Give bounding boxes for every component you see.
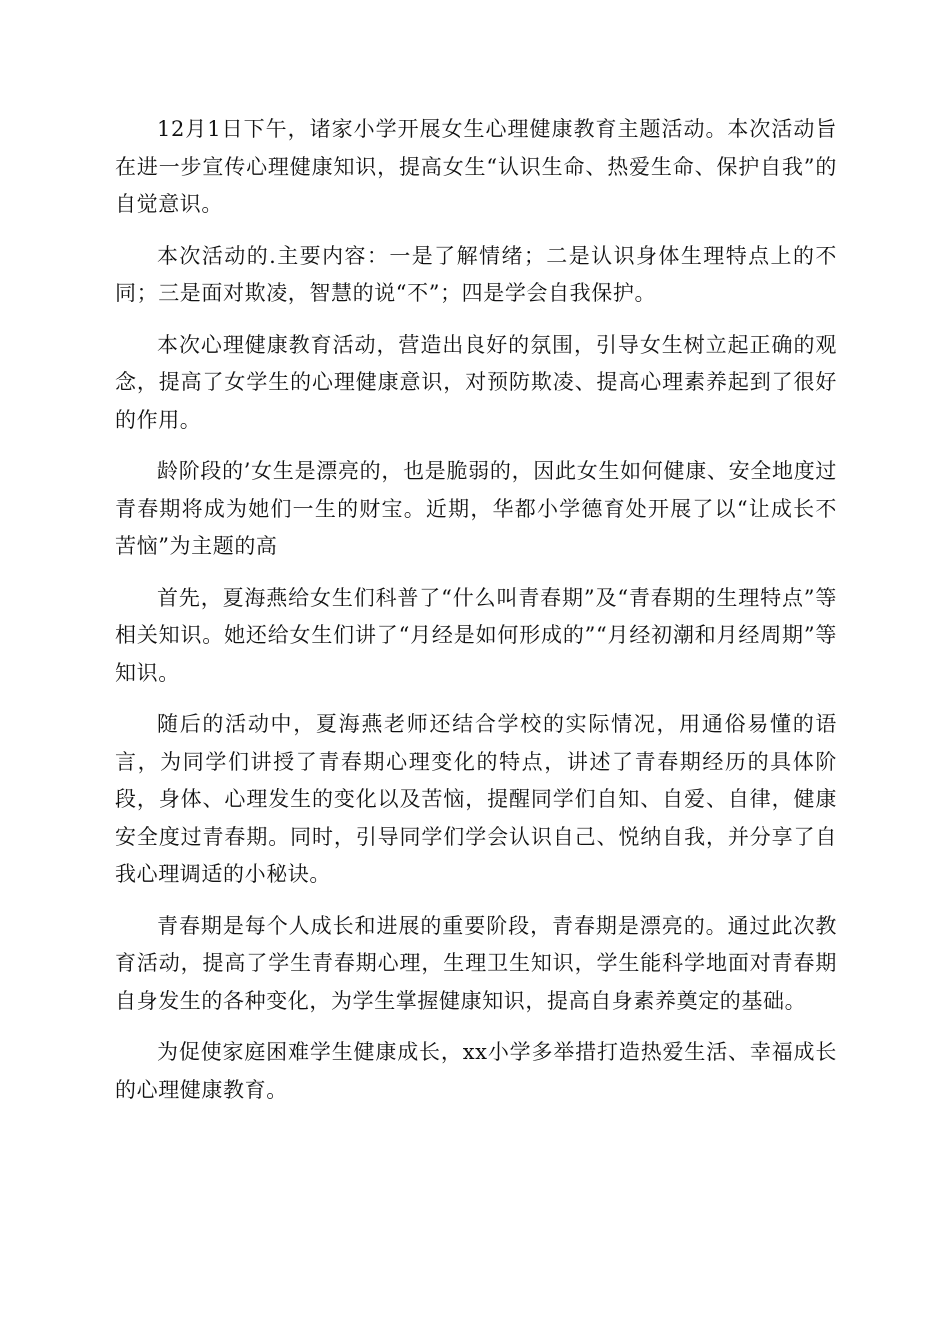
paragraph-2: 本次活动的.主要内容：一是了解情绪；二是认识身体生理特点上的不同；三是面对欺凌，智慧的说“不”；四是学会自我保护。: [115, 243, 837, 305]
paragraph-4: 龄阶段的’女生是漂亮的，也是脆弱的，因此女生如何健康、安全地度过青春期将成为她们一生的财宝。近期，华都小学德育处开展了以“让成长不苦恼”为主题的高: [115, 459, 837, 558]
paragraph-8: 为促使家庭困难学生健康成长，xx小学多举措打造热爱生活、幸福成长的心理健康教育。: [115, 1040, 837, 1102]
paragraph-3: 本次心理健康教育活动，营造出良好的氛围，引导女生树立起正确的观念，提高了女学生的心理健康意识，对预防欺凌、提高心理素养起到了很好的作用。: [115, 332, 837, 432]
paragraph-6: 随后的活动中，夏海燕老师还结合学校的实际情况，用通俗易懂的语言，为同学们讲授了青春期心理变化的特点，讲述了青春期经历的具体阶段，身体、心理发生的变化以及苦恼，提醒同学们自知、自爱、自律，健康安全度过青春期。同时，引导同学们学会认识自己、悦纳自我，并分享了自我心理调适的小秘诀。: [115, 712, 837, 886]
paragraph-5: 首先，夏海燕给女生们科普了“什么叫青春期”及“青春期的生理特点”等相关知识。她还给女生们讲了“月经是如何形成的”“月经初潮和月经周期”等知识。: [115, 585, 837, 685]
paragraph-1: 12月1日下午，诸家小学开展女生心理健康教育主题活动。本次活动旨在进一步宣传心理健康知识，提高女生“认识生命、热爱生命、保护自我”的自觉意识。: [115, 117, 837, 216]
paragraph-7: 青春期是每个人成长和进展的重要阶段，青春期是漂亮的。通过此次教育活动，提高了学生青春期心理，生理卫生知识，学生能科学地面对青春期自身发生的各种变化，为学生掌握健康知识，提高自身素养奠定的基础。: [115, 913, 837, 1013]
document-body: [115, 111, 837, 1123]
